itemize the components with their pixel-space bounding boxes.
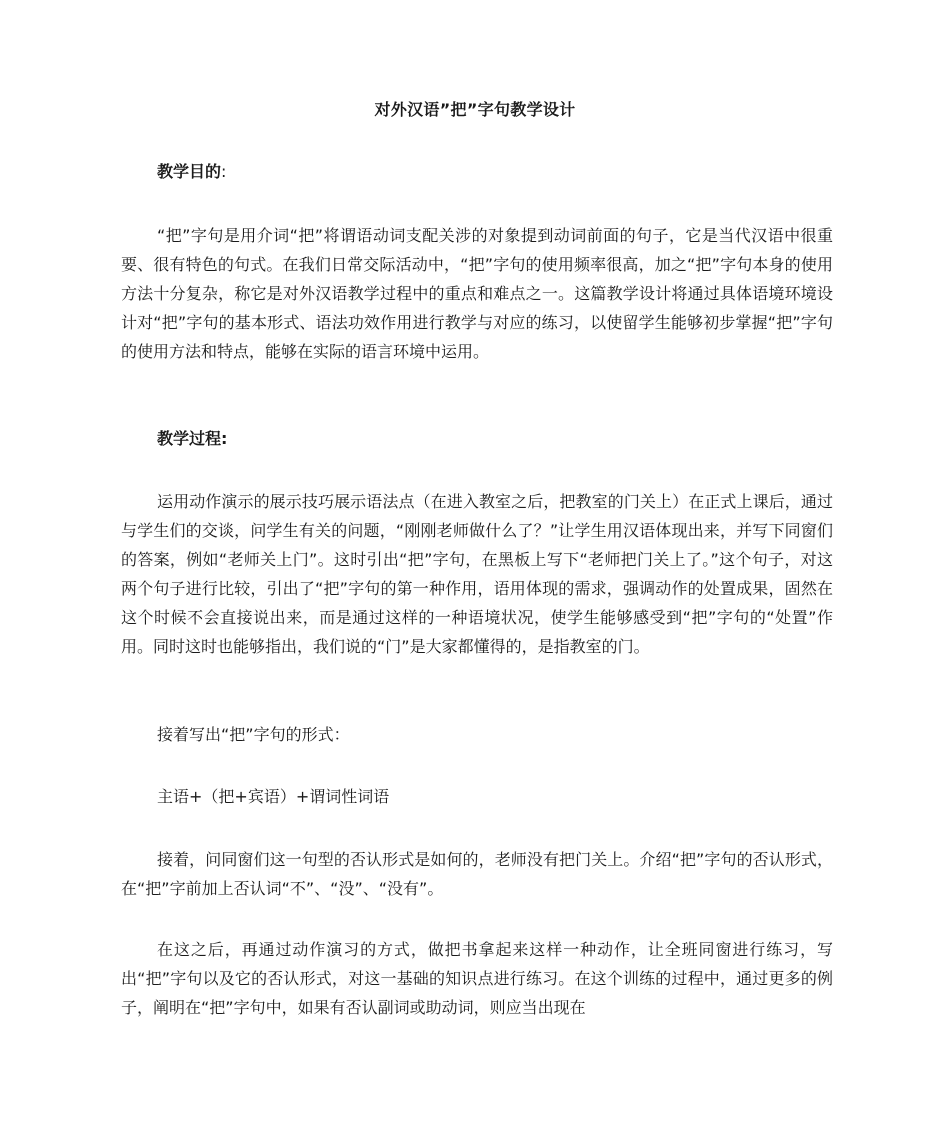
paragraph-negation: 接着，问同窗们这一句型的否认形式是如何的，老师没有把门关上。介绍“把”字句的否认形式，在“把”字前加上否认词“不”、“没”、“没有”。 <box>121 850 833 898</box>
section-heading-purpose <box>157 160 226 184</box>
paragraph-process: 运用动作演示的展示技巧展示语法点（在进入教室之后，把教室的门关上）在正式上课后，通过与学生们的交谈，问学生有关的问题，“刚刚老师做什么了？”让学生用汉语体现出来，并写下同窗们的答案，例如“老师关上门”。这时引出“把”字句，在黑板上写下“老师把门关上了。”这个句子，对这两个句子进行比较，引出了“把”字句的第一种作用，语用体现的需求，强调动作的处置成果，固然在这个时候不会直接说出来，而是通过这样的一种语境状况，使学生能够感受到“把”字句的“处置”作用。同时这时也能够指出，我们说的“门”是大家都懂得的，是指教室的门。 <box>121 492 833 656</box>
formula-line: 主语+（把+宾语）+谓词性词语 <box>157 787 390 806</box>
document-title: 对外汉语”把”字句教学设计 <box>374 100 576 119</box>
paragraph-purpose: “把”字句是用介词“把”将谓语动词支配关涉的对象提到动词前面的句子，它是当代汉语中很重要、很有特色的句式。在我们日常交际活动中，“把”字句的使用频率很高，加之“把”字句本身的使用方法十分复杂，称它是对外汉语教学过程中的重点和难点之一。这篇教学设计将通过具体语境环境设计对“把”字句的基本形式、语法功效作用进行教学与对应的练习，以使留学生能够初步掌握“把”字句的使用方法和特点，能够在实际的语言环境中运用。 <box>121 226 833 361</box>
section-heading-purpose-text: 教学目的 <box>157 162 222 181</box>
form-intro-line: 接着写出“把”字句的形式： <box>157 725 350 744</box>
paragraph-practice: 在这之后，再通过动作演习的方式，做把书拿起来这样一种动作，让全班同窗进行练习，写出“把”字句以及它的否认形式，对这一基础的知识点进行练习。在这个训练的过程中，通过更多的例子，阐明在“把”字句中，如果有否认副词或助动词，则应当出现在 <box>121 940 833 1017</box>
section-heading-process-text: 教学过程: <box>157 429 228 448</box>
section-heading-process <box>157 427 227 451</box>
section-heading-purpose-colon: : <box>221 162 227 181</box>
